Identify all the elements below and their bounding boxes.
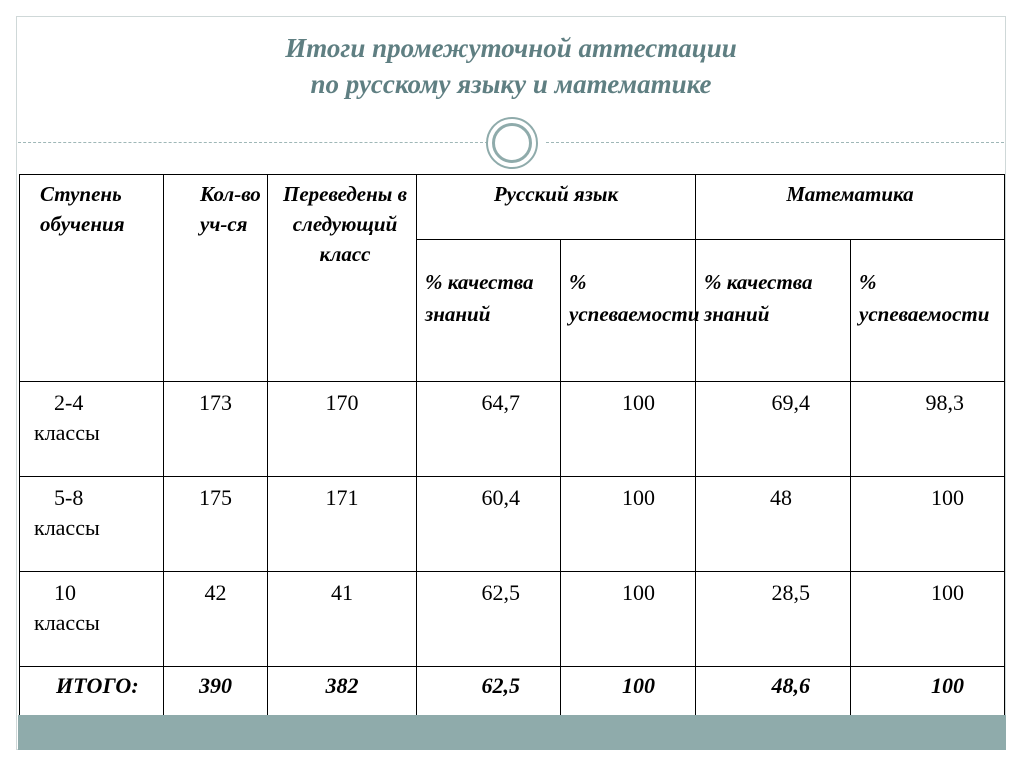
- results-table: [19, 174, 1005, 716]
- footer-bar: [18, 715, 1006, 750]
- row-ru-success: 100: [561, 572, 696, 667]
- table-row: [20, 572, 1005, 667]
- row-math-quality: 28,5: [696, 572, 851, 667]
- title-line-1: Итоги промежуточной аттестации: [285, 33, 737, 63]
- table-row: [20, 382, 1005, 477]
- stage-word: классы: [34, 610, 100, 635]
- row-ru-quality: 60,4: [417, 477, 561, 572]
- slide-title: [16, 30, 1006, 102]
- stage-number: 2-4: [54, 390, 84, 415]
- row-math-success: 100: [851, 477, 1005, 572]
- header-russian-success: % успеваемости: [561, 240, 696, 382]
- row-stage: [20, 477, 164, 572]
- stage-word: классы: [34, 515, 100, 540]
- total-count: 390: [164, 667, 268, 716]
- title-line-2: по русскому языку и математике: [310, 69, 712, 99]
- header-math-success: % успеваемости: [851, 240, 1005, 382]
- header-russian: Русский язык: [417, 175, 696, 240]
- row-stage: [20, 382, 164, 477]
- total-promoted: 382: [268, 667, 417, 716]
- row-promoted: 170: [268, 382, 417, 477]
- total-row: [20, 667, 1005, 716]
- header-count: Кол-во уч-ся: [164, 175, 268, 382]
- row-ru-success: 100: [561, 477, 696, 572]
- row-math-quality: 69,4: [696, 382, 851, 477]
- header-math: Математика: [696, 175, 1005, 240]
- row-count: 173: [164, 382, 268, 477]
- divider-left: [18, 142, 488, 143]
- stage-word: классы: [34, 420, 100, 445]
- row-stage: [20, 572, 164, 667]
- divider-right: [546, 142, 1004, 143]
- total-ru-success: 100: [561, 667, 696, 716]
- circle-ornament-icon: [486, 117, 538, 169]
- stage-number: 5-8: [54, 485, 84, 510]
- header-math-quality: % качества знаний: [696, 240, 851, 382]
- stage-number: 10: [54, 580, 76, 605]
- row-promoted: 41: [268, 572, 417, 667]
- header-stage: Ступень обучения: [20, 175, 164, 382]
- row-math-success: 100: [851, 572, 1005, 667]
- row-math-success: 98,3: [851, 382, 1005, 477]
- row-ru-quality: 62,5: [417, 572, 561, 667]
- row-count: 175: [164, 477, 268, 572]
- circle-ornament-inner: [492, 123, 532, 163]
- header-russian-quality: % качества знаний: [417, 240, 561, 382]
- row-ru-success: 100: [561, 382, 696, 477]
- header-row: [20, 175, 1005, 240]
- total-label: ИТОГО:: [20, 667, 164, 716]
- header-promoted: Переведены в следующий класс: [268, 175, 417, 382]
- table-row: [20, 477, 1005, 572]
- total-math-success: 100: [851, 667, 1005, 716]
- row-ru-quality: 64,7: [417, 382, 561, 477]
- total-math-quality: 48,6: [696, 667, 851, 716]
- row-promoted: 171: [268, 477, 417, 572]
- total-ru-quality: 62,5: [417, 667, 561, 716]
- row-count: 42: [164, 572, 268, 667]
- row-math-quality: 48: [696, 477, 851, 572]
